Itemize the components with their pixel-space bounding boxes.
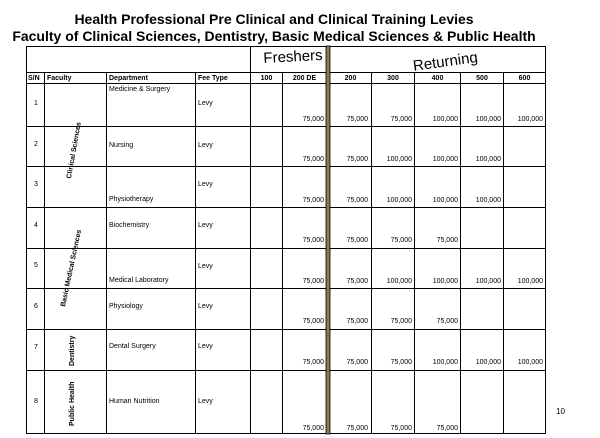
row-sn: 6 [34,303,38,310]
row-fee-type: Levy [198,343,213,350]
page-subtitle: Faculty of Clinical Sciences, Dentistry, Basic Medical Sciences & Public Health [12,28,536,44]
row-200de: 75,000 [302,278,324,285]
page-title: Health Professional Pre Clinical and Clinical Training Levies [74,11,474,27]
row-300: 100,000 [386,156,412,163]
faculty-clinical-sciences: Clinical Sciences [66,121,83,180]
row-600: 100,000 [517,116,543,123]
row-300: 75,000 [390,116,412,123]
row-300: 100,000 [386,278,412,285]
faculty-dentistry: Dentistry [69,335,76,366]
returning-group-label: Returning [412,48,479,75]
row-500: 100,000 [475,156,501,163]
row-300: 75,000 [390,318,412,325]
row-sn: 3 [34,181,38,188]
row-department: Medicine & Surgery [109,86,171,93]
row-sn: 1 [34,100,38,107]
row-department: Physiotherapy [109,196,154,203]
row-sn: 8 [34,398,38,405]
row-400: 75,000 [436,318,458,325]
col-header-600: 600 [518,75,531,82]
faculty-basic-medical-sciences: Basic Medical Sciences [60,229,84,308]
col-header-400: 400 [431,75,444,82]
row-200de: 75,000 [302,318,324,325]
col-header-sn: S/N [28,75,40,82]
page-number: 10 [556,407,565,416]
faculty-public-health: Public Health [69,381,76,426]
row-200: 75,000 [346,318,368,325]
row-sn: 7 [34,344,38,351]
row-200: 75,000 [346,359,368,366]
col-header-200: 200 [344,75,357,82]
row-200: 75,000 [346,237,368,244]
row-department: Human Nutrition [109,398,160,405]
col-header-200de: 200 DE [292,75,317,82]
freshers-group-label: Freshers [263,46,323,67]
row-fee-type: Levy [198,181,213,188]
row-500: 100,000 [475,116,501,123]
row-sn: 2 [34,141,38,148]
col-header-300: 300 [387,75,399,82]
row-200de: 75,000 [302,197,324,204]
col-header-100: 100 [260,75,273,82]
row-400: 100,000 [432,359,458,366]
row-sn: 5 [34,262,38,269]
row-fee-type: Levy [198,303,213,310]
row-200de: 75,000 [302,237,324,244]
col-header-500: 500 [476,75,488,82]
row-200: 75,000 [346,197,368,204]
col-header-fee-type: Fee Type [198,75,228,82]
row-400: 100,000 [432,197,458,204]
row-300: 75,000 [390,359,412,366]
row-200de: 75,000 [302,425,324,432]
row-200: 75,000 [346,278,368,285]
row-500: 100,000 [475,278,501,285]
row-200: 75,000 [346,156,368,163]
row-department: Nursing [109,142,134,149]
row-400: 100,000 [432,116,458,123]
col-header-faculty: Faculty [47,75,72,82]
row-400: 100,000 [432,156,458,163]
row-department: Dental Surgery [109,343,156,350]
row-400: 75,000 [436,425,458,432]
row-department: Medical Laboratory [109,277,169,284]
row-fee-type: Levy [198,398,213,405]
row-fee-type: Levy [198,100,213,107]
row-600: 100,000 [517,278,543,285]
row-200: 75,000 [346,116,368,123]
row-department: Biochemistry [109,222,150,229]
row-300: 75,000 [390,425,412,432]
row-500: 100,000 [475,359,501,366]
row-department: Physiology [109,303,143,310]
row-600: 100,000 [517,359,543,366]
row-200de: 75,000 [302,156,324,163]
row-sn: 4 [34,222,38,229]
col-header-department: Department [109,75,148,82]
row-fee-type: Levy [198,263,213,270]
row-200de: 75,000 [302,359,324,366]
row-300: 75,000 [390,237,412,244]
row-200: 75,000 [346,425,368,432]
row-300: 100,000 [386,197,412,204]
row-400: 75,000 [436,237,458,244]
row-200de: 75,000 [302,116,324,123]
row-fee-type: Levy [198,222,213,229]
row-fee-type: Levy [198,142,213,149]
row-500: 100,000 [475,197,501,204]
row-400: 100,000 [432,278,458,285]
